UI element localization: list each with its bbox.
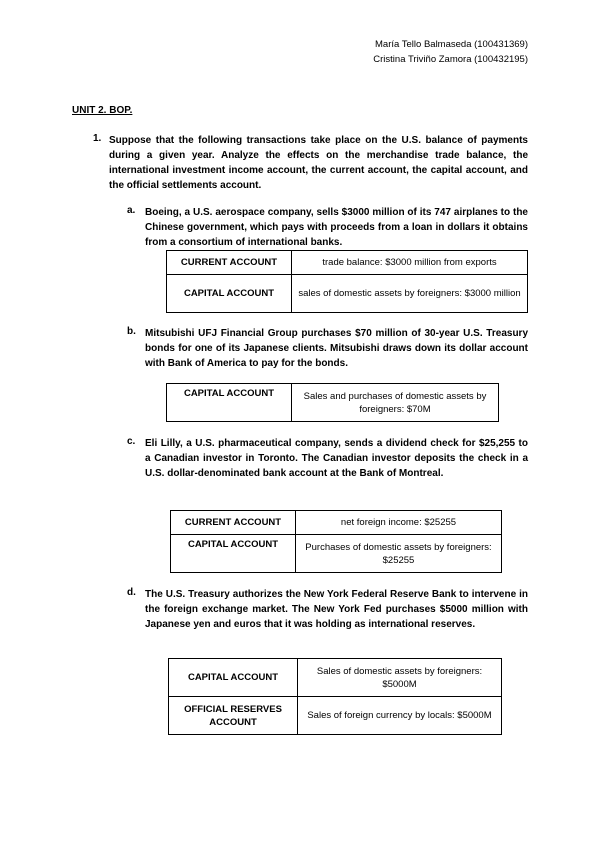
item-b-text: Mitsubishi UFJ Financial Group purchases $70 million of 30-year U.S. Treasury bonds for one of its Japanese clients. Mitsubishi draws down its dollar account with Bank of America to pay for the bonds. xyxy=(145,328,528,369)
table-row xyxy=(167,275,528,313)
item-c-table xyxy=(170,510,502,573)
authors-block xyxy=(268,37,528,67)
effect-cell: Purchases of domestic assets by foreigners: $25255 xyxy=(296,535,502,573)
effect-cell: sales of domestic assets by foreigners: $3000 million xyxy=(292,275,528,313)
author-1: María Tello Balmaseda (100431369) xyxy=(375,39,528,50)
table-row xyxy=(167,251,528,275)
account-cell: OFFICIAL RESERVES ACCOUNT xyxy=(169,697,298,735)
item-a-letter: a. xyxy=(127,205,136,216)
item-d-text: The U.S. Treasury authorizes the New York Federal Reserve Bank to intervene in the foreign exchange market. The New York Fed purchases $5000 million with Japanese yen and euros that it was holding as international reserves. xyxy=(145,589,528,630)
item-d-letter: d. xyxy=(127,587,136,598)
account-cell: CAPITAL ACCOUNT xyxy=(167,275,292,313)
unit-title: UNIT 2. BOP. xyxy=(72,105,133,116)
table-row xyxy=(171,535,502,573)
table-row xyxy=(169,697,502,735)
effect-cell: Sales and purchases of domestic assets by foreigners: $70M xyxy=(292,384,499,422)
item-a-text: Boeing, a U.S. aerospace company, sells $3000 million of its 747 airplanes to the Chinese government, which pays with proceeds from a loan in dollars it obtains from a consortium of international banks. xyxy=(145,207,528,248)
account-cell: CURRENT ACCOUNT xyxy=(171,511,296,535)
question-number: 1. xyxy=(93,133,102,144)
effect-cell: net foreign income: $25255 xyxy=(296,511,502,535)
table-row xyxy=(169,659,502,697)
item-a-table xyxy=(166,250,528,313)
effect-cell: trade balance: $3000 million from exports xyxy=(292,251,528,275)
question-text: Suppose that the following transactions take place on the U.S. balance of payments during a given year. Analyze the effects on the merchandise trade balance, the international investment income account, the current account, the capital account, and the official settlements account. xyxy=(109,135,528,191)
table-row xyxy=(171,511,502,535)
account-cell: CURRENT ACCOUNT xyxy=(167,251,292,275)
item-d-table xyxy=(168,658,502,735)
effect-cell: Sales of foreign currency by locals: $5000M xyxy=(298,697,502,735)
effect-cell: Sales of domestic assets by foreigners: $5000M xyxy=(298,659,502,697)
account-cell: CAPITAL ACCOUNT xyxy=(169,659,298,697)
item-c-letter: c. xyxy=(127,436,136,447)
account-cell: CAPITAL ACCOUNT xyxy=(167,384,292,422)
item-c-text: Eli Lilly, a U.S. pharmaceutical company, sends a dividend check for $25,255 to a Canadian investor in Toronto. The Canadian investor deposits the check in a U.S. dollar-denominated bank account at the Bank of Montreal. xyxy=(145,438,528,479)
account-cell: CAPITAL ACCOUNT xyxy=(171,535,296,573)
table-row xyxy=(167,384,499,422)
item-b-letter: b. xyxy=(127,326,136,337)
item-b-table xyxy=(166,383,499,422)
author-2: Cristina Triviño Zamora (100432195) xyxy=(373,54,528,65)
